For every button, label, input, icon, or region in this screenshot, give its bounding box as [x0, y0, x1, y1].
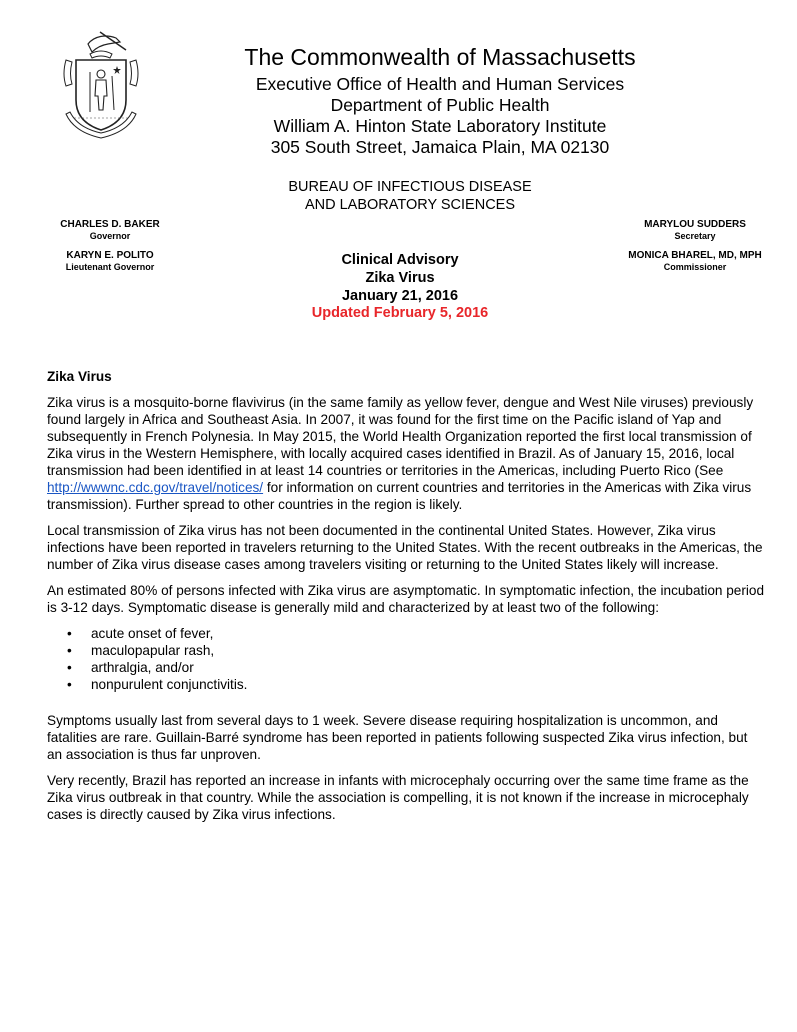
bureau-line: AND LABORATORY SCIENCES [304, 197, 516, 213]
bureau-name [200, 178, 620, 214]
paragraph-symptomatic: An estimated 80% of persons infected with Zika virus are asymptomatic. In symptomatic infection, the incubation period is 3-12 days. Symptomatic disease is generally mild and characterized by at least two of the following: [47, 583, 765, 615]
section-heading: Zika Virus [47, 369, 112, 384]
office-name: Executive Office of Health and Human Services [255, 74, 625, 94]
symptom-list [47, 625, 765, 693]
official-title: Governor [89, 231, 131, 241]
page-title: The Commonwealth of Massachusetts [244, 44, 636, 70]
department-name: Department of Public Health [330, 95, 550, 115]
list-item: • nonpurulent conjunctivitis. [47, 676, 765, 693]
official-name: MARYLOU SUDDERS [644, 219, 746, 230]
list-item: • arthralgia, and/or [47, 659, 765, 676]
advisory-updated: Updated February 5, 2016 [311, 305, 489, 321]
official-lieutenant-governor [40, 250, 180, 273]
official-governor [40, 219, 180, 242]
advisory-date: January 21, 2016 [341, 288, 459, 304]
advisory-type: Clinical Advisory [341, 252, 459, 268]
massachusetts-seal-icon [60, 30, 142, 142]
official-title: Lieutenant Governor [65, 262, 155, 272]
address: 305 South Street, Jamaica Plain, MA 02130 [270, 137, 610, 157]
paragraph-microcephaly: Very recently, Brazil has reported an increase in infants with microcephaly occurring over the same time frame as the Zika virus outbreak in that country. While the association is compelling, it is not known if the increase in microcephaly cases is directly caused by Zika virus infections. [47, 773, 749, 822]
laboratory-name: William A. Hinton State Laboratory Institute [273, 116, 607, 136]
official-commissioner [610, 250, 780, 273]
official-title: Commissioner [663, 262, 727, 272]
official-secretary [610, 219, 780, 242]
paragraph-text: Zika virus is a mosquito-borne flavivirus (in the same family as yellow fever, dengue and West Nile viruses) previously found largely in Africa and Southeast Asia. In 2007, it was found for the first time on the Pacific island of Yap and subsequently in French Polynesia. In May 2015, the World Health Organization reported the first local transmission of Zika virus in the Western Hemisphere, with locally acquired cases identified in Brazil. As of January 15, 2016, local transmission had been identified in at least 14 countries or territories in the Americas, including Puerto Rico (See [47, 395, 754, 478]
advisory-body [47, 368, 765, 832]
paragraph-duration: Symptoms usually last from several days to 1 week. Severe disease requiring hospitalization is uncommon, and fatalities are rare. Guillain-Barré syndrome has been reported in patients following suspected Zika virus infection, but an association is thus far unproven. [47, 713, 748, 762]
paragraph-text: for information on current countries and territories in the Americas with Zika virus transmission). Further spread to other countries in the region is likely. [47, 480, 752, 512]
official-title: Secretary [674, 231, 716, 241]
advisory-subject: Zika Virus [365, 270, 435, 286]
official-name: CHARLES D. BAKER [60, 219, 160, 230]
list-item: • acute onset of fever, [47, 625, 765, 642]
list-item: • maculopapular rash, [47, 642, 765, 659]
official-name: KARYN E. POLITO [66, 250, 154, 261]
paragraph-local-transmission: Local transmission of Zika virus has not been documented in the continental United States. However, Zika virus infections have been reported in travelers returning to the United States. With the recent outbreaks in the Americas, the number of Zika virus disease cases among travelers visiting or returning to the United States likely will increase. [47, 523, 763, 572]
paragraph-intro [47, 394, 765, 513]
bureau-line: BUREAU OF INFECTIOUS DISEASE [288, 179, 532, 195]
cdc-travel-notices-link[interactable]: http://wwwnc.cdc.gov/travel/notices/ [47, 480, 264, 495]
official-name: MONICA BHAREL, MD, MPH [628, 250, 762, 261]
